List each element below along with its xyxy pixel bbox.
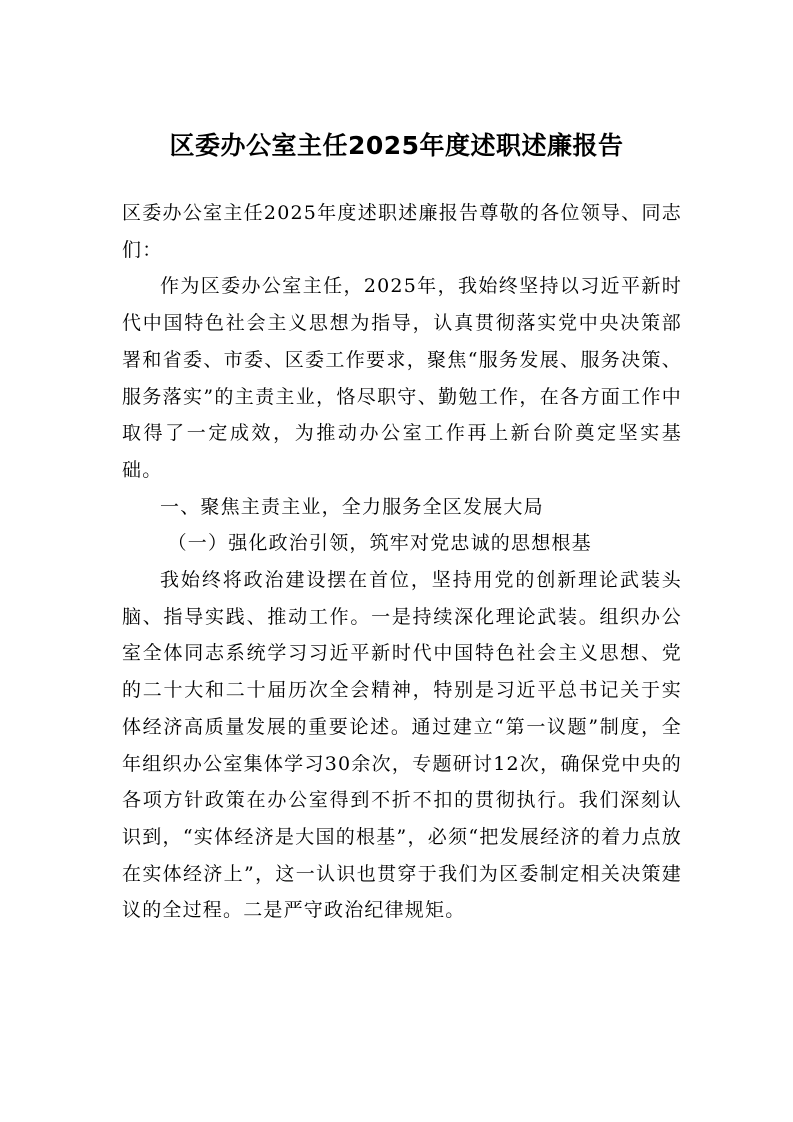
- section-heading: 一、聚焦主责主业，全力服务全区发展大局: [160, 495, 544, 518]
- greeting-paragraph: 区委办公室主任2025年度述职述廉报告尊敬的各位领导、同志们：: [122, 202, 682, 261]
- subsection-heading: （一）强化政治引领，筑牢对党忠诚的思想根基: [167, 532, 592, 555]
- body-paragraph: 我始终将政治建设摆在首位，坚持用党的创新理论武装头脑、指导实践、推动工作。一是持续深化理论武装。组织办公室全体同志系统学习习近平新时代中国特色社会主义思想、党的二十大和二十届历次全会精神，特别是习近平总书记关于实体经济高质量发展的重要论述。通过建立“第一议题”制度，全年组织办公室集体学习30余次，专题研讨12次，确保党中央的各项方针政策在办公室得到不折不扣的贯彻执行。我们深刻认识到，“实体经济是大国的根基”，必须“把发展经济的着力点放在实体经济上”，这一认识也贯穿于我们为区委制定相关决策建议的全过程。二是严守政治纪律规矩。: [122, 569, 682, 922]
- document-title: 区委办公室主任2025年度述职述廉报告: [169, 131, 624, 160]
- intro-paragraph: 作为区委办公室主任，2025年，我始终坚持以习近平新时代中国特色社会主义思想为指导，认真贯彻落实党中央决策部署和省委、市委、区委工作要求，聚焦“服务发展、服务决策、服务落实”的主责主业，恪尽职守、勤勉工作，在各方面工作中取得了一定成效，为推动办公室工作再上新台阶奠定坚实基础。: [122, 275, 682, 481]
- document-body: [122, 195, 682, 929]
